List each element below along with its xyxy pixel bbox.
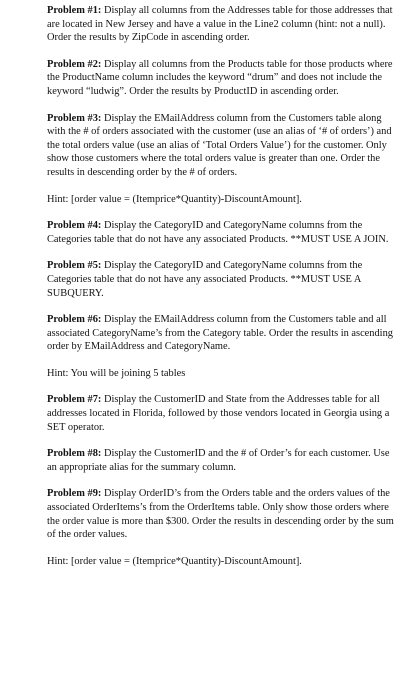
hint-2-text: You will be joining 5 tables — [68, 367, 186, 379]
problem-7-text: Display the CustomerID and State from the Addresses table for all addresses located in Florida, followed by those vendors located in Georgia using a SET operator. — [47, 394, 390, 433]
hint-3 — [47, 555, 397, 569]
problem-6-label: Problem #6: — [47, 314, 102, 326]
problem-5-label: Problem #5: — [47, 260, 102, 272]
problem-1-label: Problem #1: — [47, 5, 102, 16]
problem-4 — [47, 219, 397, 246]
hint-2-label: Hint: — [47, 367, 69, 379]
problem-3 — [47, 112, 397, 180]
problem-4-text: Display the CategoryID and CategoryName columns from the Categories table that do not have any associated Products. **MUST USE A JOIN. — [47, 220, 389, 245]
problem-2-label: Problem #2: — [47, 58, 102, 70]
problem-3-text: Display the EMailAddress column from the Customers table along with the # of orders associated with the customer (use an alias of ‘# of orders’) and the total orders value (use an alias of ‘Total Orders Value’) for the customer. Only show those customers where the total orders value is greater than one. Order the results in descending order by the # of orders. — [47, 112, 392, 178]
problem-5-text: Display the CategoryID and CategoryName columns from the Categories table that do not have any associated Products. **MUST USE A SUBQUERY. — [47, 260, 363, 299]
problem-8-label: Problem #8: — [47, 448, 102, 460]
problem-2 — [47, 58, 397, 99]
problem-9-text: Display OrderID’s from the Orders table and the orders values of the associated OrderItems’s from the OrderItems table. Only show those orders where the order value is more than $300. Order the results in descending order by the sum of the order values. — [47, 488, 394, 541]
problem-4-label: Problem #4: — [47, 220, 102, 232]
problem-5 — [47, 259, 397, 300]
problem-1-text: Display all columns from the Addresses table for those addresses that are located in New Jersey and have a value in the Line2 column (hint: not a null). Order the results by ZipCode in ascending order. — [47, 5, 393, 44]
problem-8 — [47, 447, 397, 474]
hint-3-label: Hint: — [47, 555, 69, 567]
problem-3-label: Problem #3: — [47, 112, 102, 124]
hint-1 — [47, 193, 397, 207]
hint-1-label: Hint: — [47, 193, 69, 205]
hint-1-text: [order value = (Itemprice*Quantity)-DiscountAmount]. — [68, 193, 302, 205]
problem-7-label: Problem #7: — [47, 394, 102, 406]
problem-7 — [47, 393, 397, 434]
problem-9 — [47, 487, 397, 541]
problem-6 — [47, 313, 397, 354]
problem-8-text: Display the CustomerID and the # of Order’s for each customer. Use an appropriate alias for the summary column. — [47, 448, 390, 473]
problem-9-label: Problem #9: — [47, 488, 102, 500]
problem-6-text: Display the EMailAddress column from the Customers table and all associated CategoryName’s from the Category table. Order the results in ascending order by EMailAddress and CategoryName. — [47, 314, 393, 353]
problem-1 — [47, 4, 397, 45]
problem-2-text: Display all columns from the Products table for those products where the ProductName column includes the keyword “drum” and does not include the keyword “ludwig”. Order the results by ProductID in ascending order. — [47, 58, 393, 97]
hint-2 — [47, 367, 397, 381]
hint-3-text: [order value = (Itemprice*Quantity)-DiscountAmount]. — [68, 555, 302, 567]
